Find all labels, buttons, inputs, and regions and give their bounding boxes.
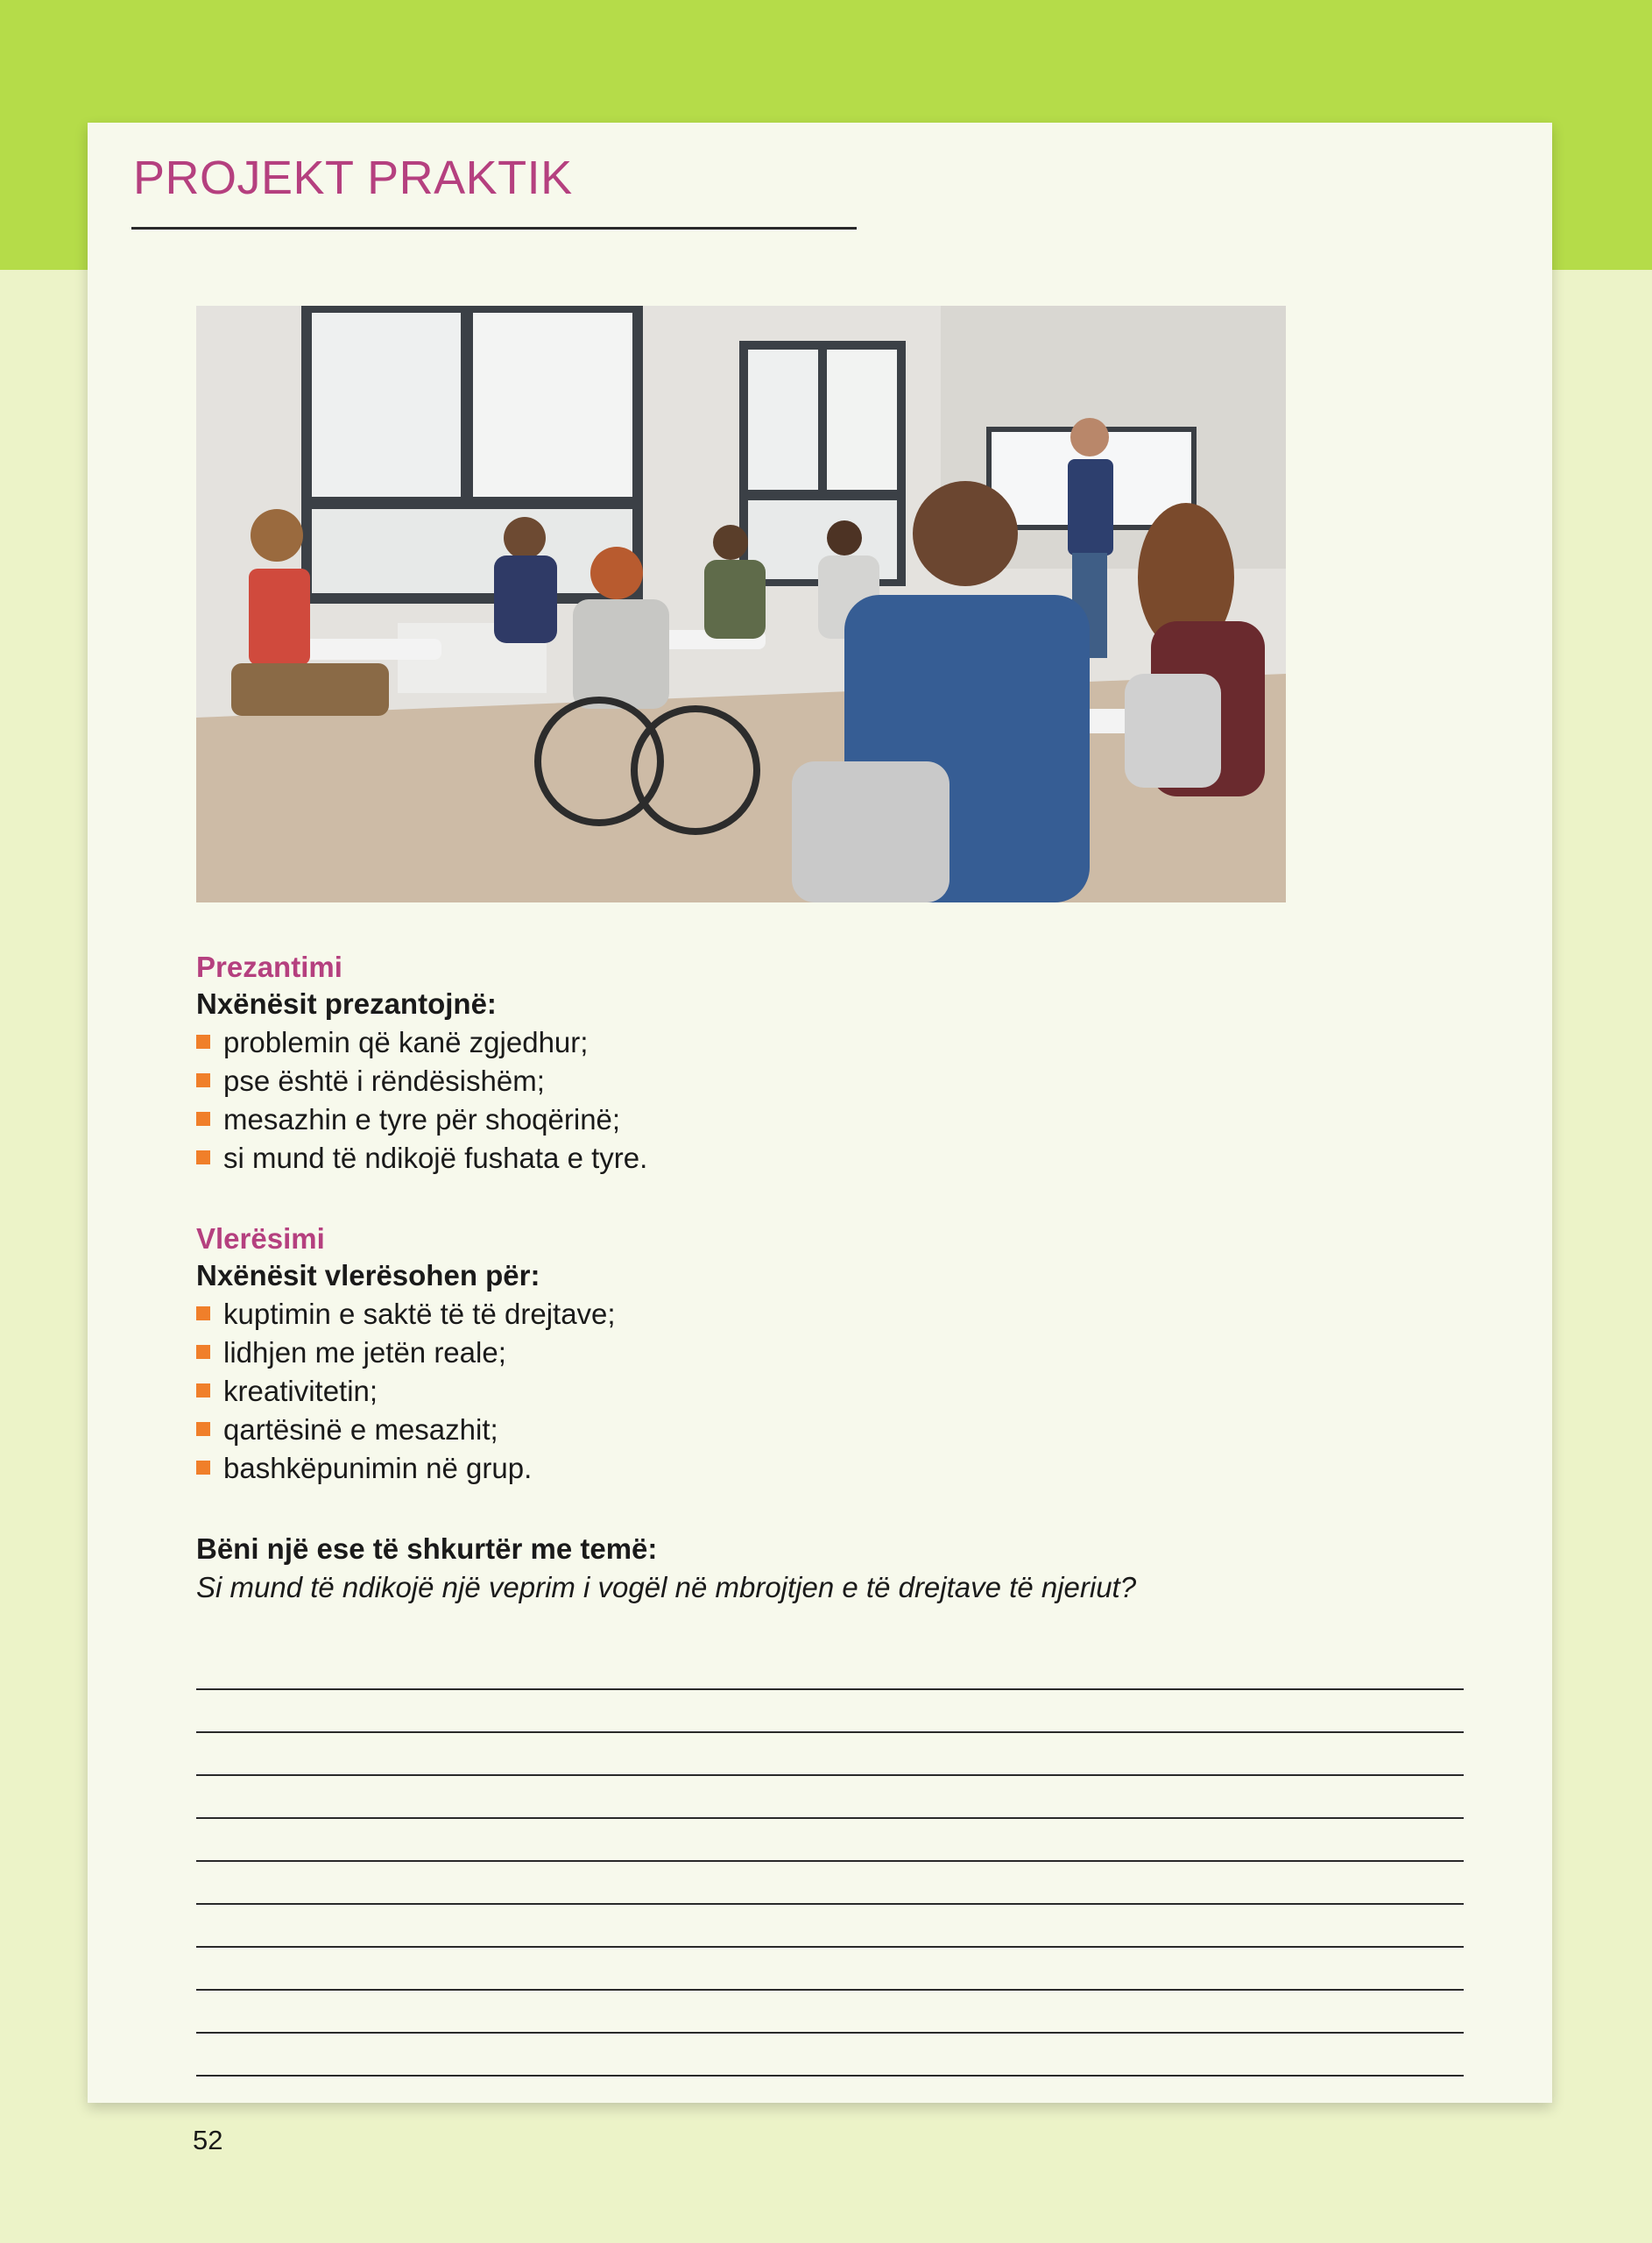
list-item: qartësinë e mesazhit; (196, 1411, 1466, 1449)
essay-prompt: Si mund të ndikojë një veprim i vogël në mbrojtjen e të drejtave të njeriut? (196, 1571, 1137, 1603)
list-item: kuptimin e saktë të të drejtave; (196, 1295, 1466, 1334)
title-underline (131, 227, 857, 230)
bullet-square-icon (196, 1461, 210, 1475)
essay-title: Bëni një ese të shkurtër me temë: (196, 1532, 658, 1565)
bullet-square-icon (196, 1345, 210, 1359)
vleresimi-list (196, 1295, 1466, 1488)
essay-answer-area[interactable] (196, 1647, 1464, 2077)
prezantimi-list (196, 1023, 1466, 1178)
list-item: lidhjen me jetën reale; (196, 1334, 1466, 1372)
answer-line[interactable] (196, 1862, 1464, 1905)
prezantimi-heading: Prezantimi (196, 951, 342, 983)
answer-line[interactable] (196, 1819, 1464, 1862)
vleresimi-heading: Vlerësimi (196, 1222, 325, 1255)
answer-line[interactable] (196, 1905, 1464, 1948)
list-item: si mund të ndikojë fushata e tyre. (196, 1139, 1466, 1178)
vleresimi-lead: Nxënësit vlerësohen për: (196, 1259, 540, 1291)
list-item: problemin që kanë zgjedhur; (196, 1023, 1466, 1062)
prezantimi-lead: Nxënësit prezantojnë: (196, 987, 497, 1020)
bullet-square-icon (196, 1422, 210, 1436)
bullet-square-icon (196, 1112, 210, 1126)
list-item: bashkëpunimin në grup. (196, 1449, 1466, 1488)
bullet-square-icon (196, 1306, 210, 1320)
list-item: pse është i rëndësishëm; (196, 1062, 1466, 1100)
answer-line[interactable] (196, 1948, 1464, 1991)
answer-line[interactable] (196, 1776, 1464, 1819)
list-item: kreativitetin; (196, 1372, 1466, 1411)
answer-line[interactable] (196, 2034, 1464, 2077)
page-title: PROJEKT PRAKTIK (133, 152, 573, 204)
classroom-photo (196, 306, 1286, 902)
answer-line[interactable] (196, 1690, 1464, 1733)
bullet-square-icon (196, 1035, 210, 1049)
list-item: mesazhin e tyre për shoqërinë; (196, 1100, 1466, 1139)
answer-line[interactable] (196, 1733, 1464, 1776)
bullet-square-icon (196, 1150, 210, 1164)
essay-section (196, 1530, 1466, 1607)
answer-line[interactable] (196, 1991, 1464, 2034)
prezantimi-section (196, 950, 1466, 1178)
page-number: 52 (193, 2125, 223, 2155)
answer-line[interactable] (196, 1647, 1464, 1690)
bullet-square-icon (196, 1073, 210, 1087)
bullet-square-icon (196, 1383, 210, 1397)
vleresimi-section (196, 1221, 1466, 1488)
